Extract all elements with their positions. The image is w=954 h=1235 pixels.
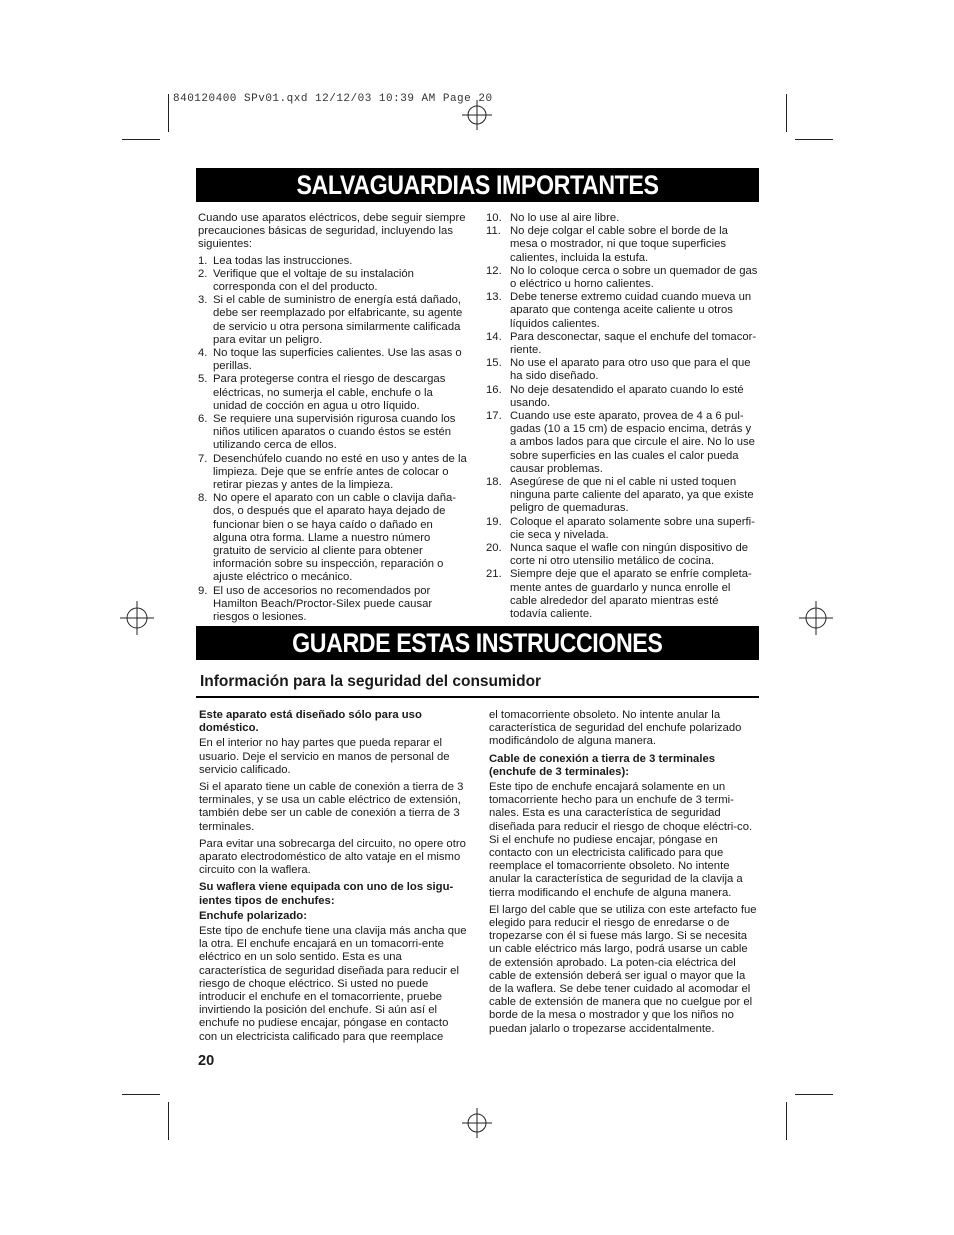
intro-text: Cuando use aparatos eléctricos, debe seguir siempre precauciones básicas de seguridad, incluyendo las siguientes: (198, 212, 466, 251)
title-keep-instructions (196, 626, 759, 660)
safeguards-list-left (198, 255, 468, 625)
list-item: 4. No toque las superficies calientes. Use las asas o perillas. (198, 347, 462, 373)
crop-mark (786, 1102, 787, 1140)
crop-mark (795, 139, 833, 140)
title-safeguards (196, 168, 759, 202)
title-safeguards-text: SALVAGUARDIAS IMPORTANTES (296, 170, 659, 200)
file-slug: 840120400 SPv01.qxd 12/12/03 10:39 AM Page 20 (173, 93, 493, 105)
list-item: 18. Asegúrese de que ni el cable ni usted toquen ninguna parte caliente del aparato, ya que existe peligro de quemaduras. (486, 476, 754, 515)
list-item: 14. Para desconectar, saque el enchufe del tomacor-riente. (486, 330, 757, 357)
consumer-info-left-column (199, 709, 467, 1048)
crop-mark (122, 1094, 160, 1095)
safeguards-left-column (198, 212, 468, 624)
info-paragraph: El largo del cable que se utiliza con este artefacto fue elegido para reducir el riesgo de enredarse o de tropezarse con él si fuese más largo. Si se necesita un cable eléctrico más largo, podrá usarse un cable de extensión aprobado. La poten-cia eléctrica del cable de extensión deberá ser igual o mayor que la de la waflera. Se debe tener cuidado al acomodar el cable de extensión de manera que no cuelgue por el borde de la mesa o mostrador y que los niños no puedan jalarlo o tropezarse accidentalmente. (489, 903, 757, 1035)
registration-mark-right-icon (799, 601, 833, 635)
crop-mark (786, 94, 787, 132)
heading-rule (196, 696, 759, 698)
list-item: 17. Cuando use este aparato, provea de 4 a 6 pul-gadas (10 a 15 cm) de espacio encima, detrás y a ambos lados para que circule el aire. No lo use sobre superficies en las cuales el calor pueda causar problemas. (486, 410, 755, 475)
info-paragraph: Si el aparato tiene un cable de conexión a tierra de 3 terminales, y se usa un cable eléctrico de extensión, también debe ser un cable de conexión a tierra de 3 terminales. (199, 781, 464, 833)
info-heading: Este aparato está diseñado sólo para uso doméstico. (199, 709, 422, 735)
info-paragraph: el tomacorriente obsoleto. No intente anular la característica de seguridad del enchufe polarizado modificándolo de alguna manera. (489, 709, 742, 748)
list-item: 1. Lea todas las instrucciones. (198, 254, 353, 267)
list-item: 3. Si el cable de suministro de energía está dañado, debe ser reemplazado por elfabricante, su agente de servicio u otra persona similarmente calificada para evitar un peligro. (198, 294, 463, 346)
list-item: 16. No deje desatendido el aparato cuando lo esté usando. (486, 383, 744, 409)
info-paragraph: Este tipo de enchufe tiene una clavija más ancha que la otra. El enchufe encajará en un tomacorri-ente eléctrico en un solo sentido. Esta es una característica de seguridad diseñada para reducir el riesgo de choque eléctrico. Si usted no puede introducir el enchufe en el tomacorriente, pruebe invirtiendo la posición del enchufe. Si aún así el enchufe no pudiese encajar, póngase en contacto con un electricista calificado para que reemplace (199, 925, 467, 1043)
crop-mark (795, 1094, 833, 1095)
list-item: 12. No lo coloque cerca o sobre un quemador de gas o eléctrico u horno calientes. (486, 264, 758, 291)
list-item: 6. Se requiere una supervisión rigurosa cuando los niños utilicen aparatos o cuando éstos se estén utilizando cerca de ellos. (198, 413, 456, 452)
crop-mark (168, 1102, 169, 1140)
info-heading: Su waflera viene equipada con uno de los sigu-ientes tipos de enchufes: (199, 881, 454, 907)
info-paragraph: Para evitar una sobrecarga del circuito, no opere otro aparato electrodoméstico de alto vataje en el mismo circuito con la waflera. (199, 837, 466, 877)
list-item: 7. Desenchúfelo cuando no esté en uso y antes de la limpieza. Deje que se enfríe antes de colocar o retirar piezas y antes de la limpieza. (198, 452, 467, 492)
crop-mark (168, 94, 169, 132)
page-number: 20 (198, 1053, 215, 1069)
list-item: 20. Nunca saque el wafle con ningún dispositivo de corte ni otro utensilio metálico de cocina. (486, 542, 749, 568)
list-item: 5. Para protegerse contra el riesgo de descargas eléctricas, no sumerja el cable, enchufe o la unidad de cocción en agua u otro líquido. (198, 373, 446, 412)
safeguards-right-column (486, 212, 758, 621)
list-item: 11. No deje colgar el cable sobre el borde de la mesa o mostrador, ni que toque superficies calientes, incluida la estufa. (486, 225, 728, 264)
info-heading: Cable de conexión a tierra de 3 terminales (enchufe de 3 terminales): (489, 752, 716, 778)
consumer-safety-heading: Información para la seguridad del consumidor (200, 673, 542, 690)
info-paragraph: En el interior no hay partes que pueda reparar el usuario. Deje el servicio en manos de personal de servicio calificado. (199, 737, 450, 776)
crop-mark (122, 139, 160, 140)
list-item: 2. Verifique que el voltaje de su instalación corresponda con el del producto. (198, 267, 414, 294)
list-item: 10. No lo use al aire libre. (486, 212, 620, 224)
list-item: 9. El uso de accesorios no recomendados por Hamilton Beach/Proctor-Silex puede causar riesgos o lesiones. (198, 584, 433, 624)
consumer-info-right-column (489, 709, 759, 1040)
safeguards-list-right (486, 212, 758, 621)
list-item: 8. No opere el aparato con un cable o clavija daña-dos, o después que el aparato haya dejado de funcionar bien o se haya caído o dañado en alguna otra forma. Llame a nuestro número gratuito de servicio al cliente para obtener información sobre su inspección, reparación o ajuste eléctrico o mecánico. (198, 492, 457, 584)
list-item: 21. Siempre deje que el aparato se enfríe completa-mente antes de guardarlo y nunca enrolle el cable alrededor del aparato mientras esté todavía caliente. (486, 568, 752, 621)
title-keep-instructions-text: GUARDE ESTAS INSTRUCCIONES (292, 628, 663, 658)
list-item: 15. No use el aparato para otro uso que para el que ha sido diseñado. (486, 357, 751, 383)
registration-mark-bottom-icon (462, 1108, 492, 1138)
info-paragraph: Este tipo de enchufe encajará solamente en un tomacorriente hecho para un enchufe de 3 termi-nales. Esta es una característica de seguridad diseñada para reducir el riesgo de choque eléctri-co. Si el enchufe no pudiese encajar, póngase en contacto con un electricista calificado para que reemplace el tomacorriente obsoleto. No intente anular la característica de seguridad de la clavija a tierra modificando el enchufe de alguna manera. (489, 781, 753, 899)
info-heading: Enchufe polarizado: (199, 909, 307, 922)
registration-mark-left-icon (120, 601, 154, 635)
list-item: 13. Debe tenerse extremo cuidad cuando mueva un aparato que contenga aceite caliente u otros líquidos calientes. (486, 291, 752, 330)
list-item: 19. Coloque el aparato solamente sobre una superfi-cie seca y nivelada. (486, 515, 755, 541)
